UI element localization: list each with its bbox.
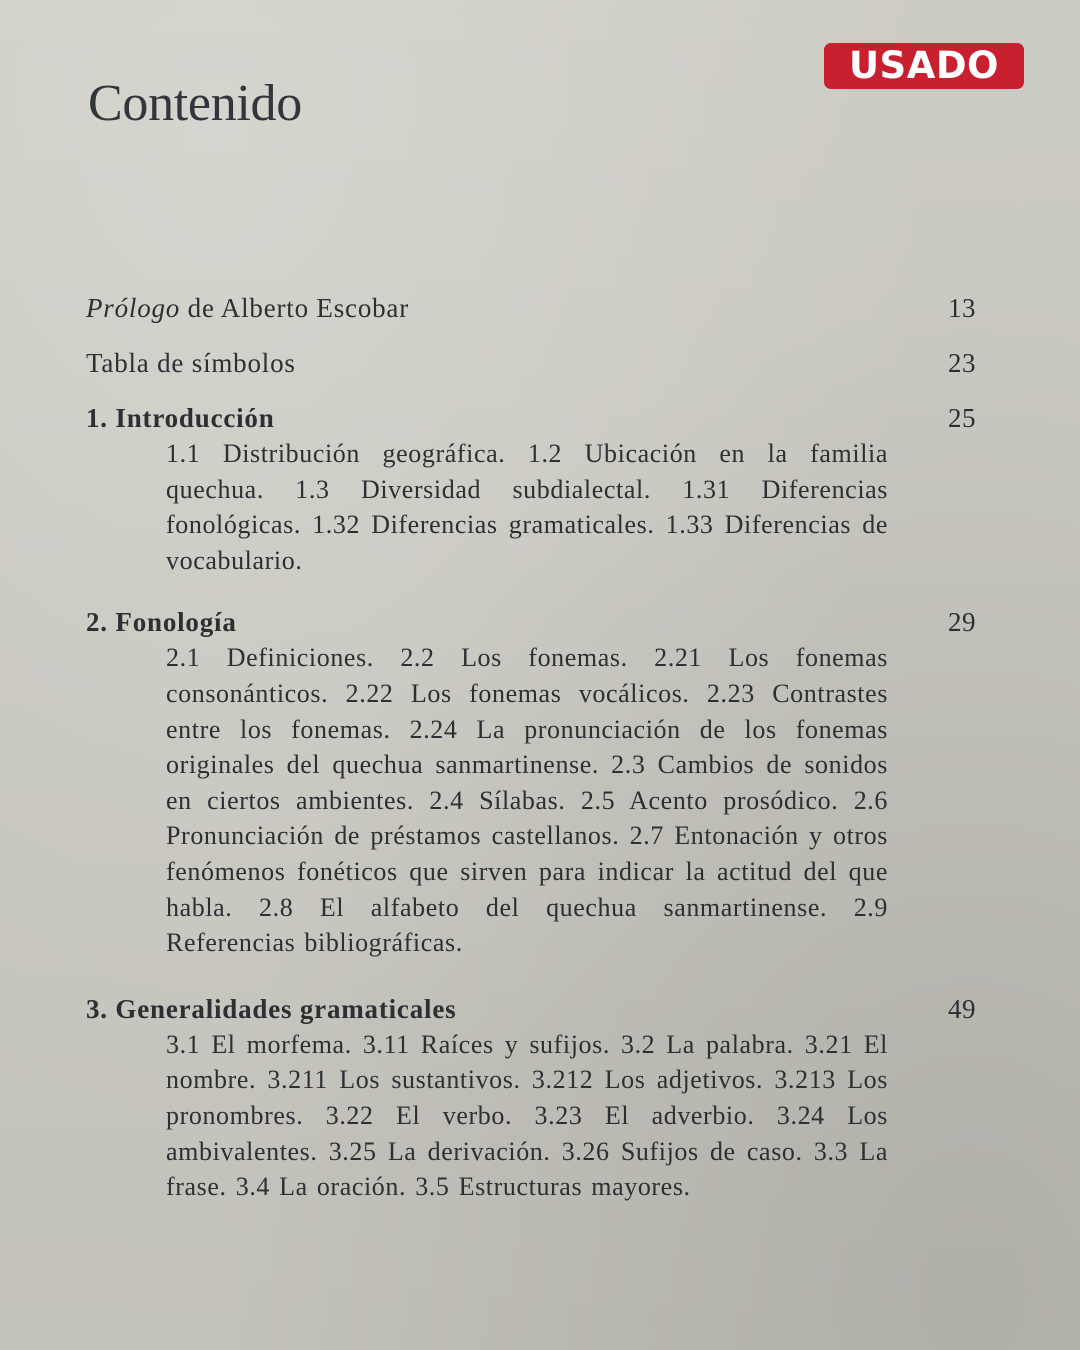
page-title: Contenido <box>88 75 302 132</box>
chapter-title: Fonología <box>115 607 237 638</box>
chapter-title: Generalidades gramaticales <box>115 993 457 1024</box>
table-of-contents <box>86 290 976 1205</box>
toc-page-number: 13 <box>948 293 976 323</box>
toc-entry-title <box>86 991 976 1027</box>
toc-entry-fonologia <box>86 604 976 960</box>
toc-entry-generalidades <box>86 991 976 1205</box>
chapter-title: Introducción <box>115 403 275 433</box>
toc-page-number: 29 <box>948 607 976 638</box>
toc-entry-title-italic: Prólogo <box>86 293 181 323</box>
toc-entry-title <box>86 290 976 326</box>
toc-entry-introduccion <box>86 400 976 578</box>
chapter-number: 2. <box>86 607 108 638</box>
chapter-subsections: 2.1 Definiciones. 2.2 Los fonemas. 2.21 Los fonemas consonánticos. 2.22 Los fonemas vocálicos. 2.23 Contrastes entre los fonemas. 2.24 La pronunciación de los fonemas originales del quechua sanmartinense. 2.3 Cambios de sonidos en ciertos ambientes. 2.4 Sílabas. 2.5 Acento prosódico. 2.6 Pronunciación de préstamos castellanos. 2.7 Entonación y otros fenómenos fonéticos que sirven para indicar la actitud del que habla. 2.8 El alfabeto del quechua sanmartinense. 2.9 Referencias bibliográficas. <box>166 643 888 958</box>
chapter-subsections: 3.1 El morfema. 3.11 Raíces y sufijos. 3.2 La palabra. 3.21 El nombre. 3.211 Los sustantivos. 3.212 Los adjetivos. 3.213 Los pronombres. 3.22 El verbo. 3.23 El adverbio. 3.24 Los ambivalentes. 3.25 La derivación. 3.26 Sufijos de caso. 3.3 La frase. 3.4 La oración. 3.5 Estructuras mayores. <box>166 1029 888 1202</box>
toc-entry-title <box>86 400 976 436</box>
chapter-number: 3. <box>86 993 108 1024</box>
toc-entry-title <box>86 604 976 640</box>
toc-page-number: 23 <box>948 348 976 378</box>
toc-entry-prologo <box>86 290 976 326</box>
toc-entry-title-rest: de Alberto Escobar <box>180 293 409 323</box>
toc-entry-tabla <box>86 345 976 381</box>
toc-page-number: 49 <box>948 993 976 1024</box>
toc-page-number: 25 <box>948 403 976 433</box>
toc-entry-title: Tabla de símbolos <box>86 348 296 378</box>
chapter-number: 1. <box>86 403 108 433</box>
used-badge: USADO <box>824 43 1024 89</box>
chapter-subsections: 1.1 Distribución geográfica. 1.2 Ubicación en la familia quechua. 1.3 Diversidad subdialectal. 1.31 Diferencias fonológicas. 1.32 Diferencias gramaticales. 1.33 Diferencias de vocabulario. <box>166 439 888 575</box>
